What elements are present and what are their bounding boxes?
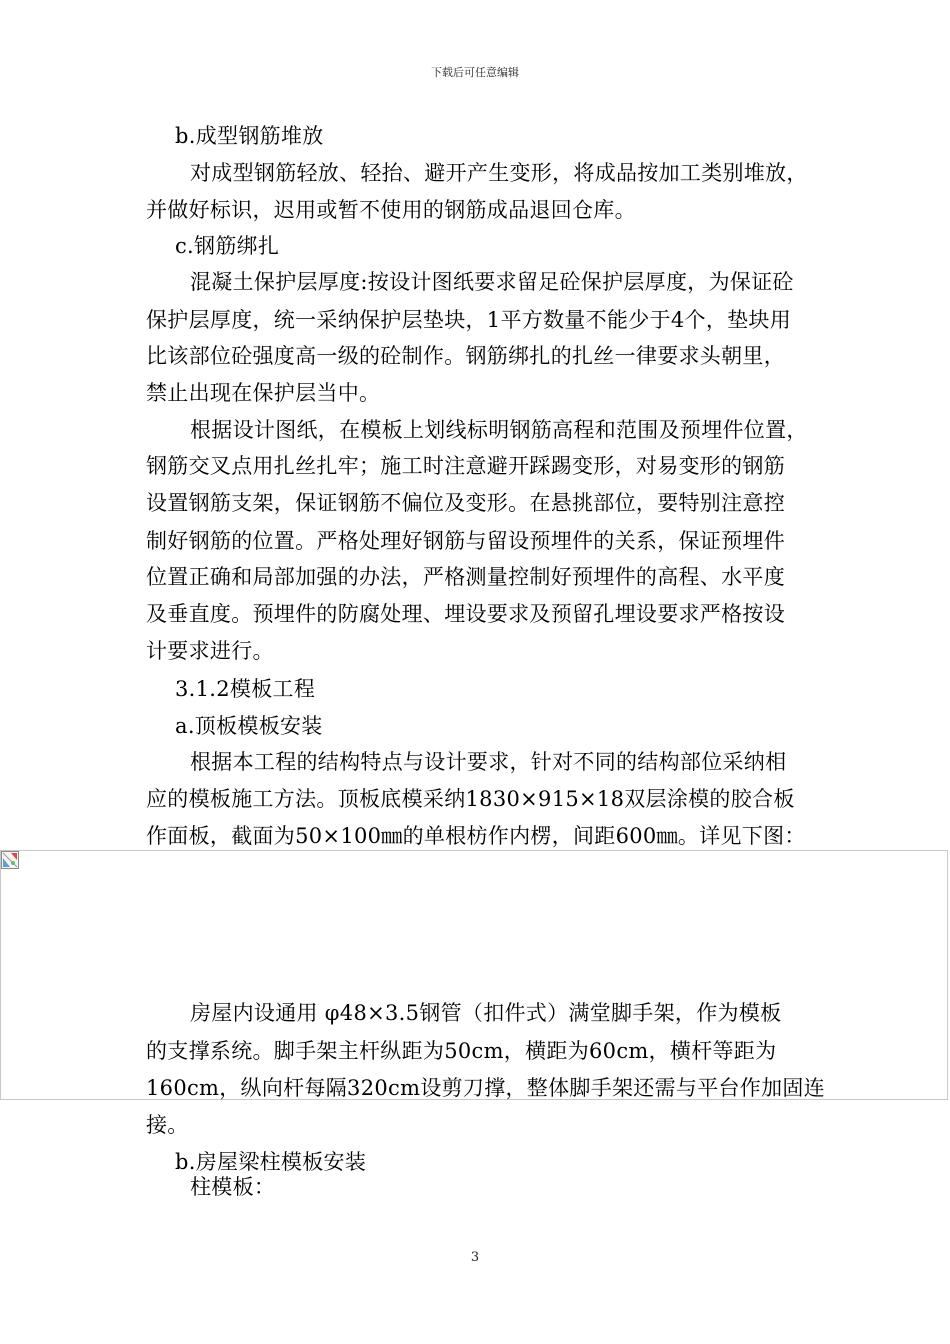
- paragraph-line: 设置钢筋支架，保证钢筋不偏位及变形。在悬挑部位，要特别注意控: [146, 491, 785, 515]
- paragraph-line: 作面板，截面为50×100㎜的单根枋作内楞，间距600㎜。详见下图：: [146, 824, 806, 848]
- page-header: 下载后可任意编辑: [431, 66, 519, 79]
- section-heading-formwork: 3.1.2模板工程: [175, 677, 316, 701]
- heading-b-beam-column-formwork: b.房屋梁柱模板安装: [175, 1150, 367, 1174]
- paragraph-line: 位置正确和局部加强的办法，严格测量控制好预埋件的高程、水平度: [146, 565, 785, 589]
- paragraph-line: 并做好标识，迟用或暂不使用的钢筋成品退回仓库。: [146, 198, 636, 222]
- paragraph-line: 混凝土保护层厚度:按设计图纸要求留足砼保护层厚度，为保证砼: [190, 270, 794, 294]
- paragraph-line: 的支撑系统。脚手架主杆纵距为50cm，横距为60cm，横杆等距为: [146, 1039, 777, 1063]
- broken-image-icon: [1, 851, 19, 869]
- paragraph-line: 根据本工程的结构特点与设计要求，针对不同的结构部位采纳相: [190, 750, 787, 774]
- paragraph-line: 保护层厚度，统一采纳保护层垫块，1平方数量不能少于4个，垫块用: [146, 308, 792, 332]
- paragraph-line: 钢筋交叉点用扎丝扎牢；施工时注意避开踩踢变形，对易变形的钢筋: [146, 454, 785, 478]
- heading-a-roof-formwork: a.顶板模板安装: [175, 714, 323, 738]
- paragraph-line: 接。: [146, 1113, 189, 1137]
- paragraph-line: 房屋内设通用 φ48×3.5钢管（扣件式）满堂脚手架，作为模板: [190, 1001, 782, 1025]
- paragraph-line: 及垂直度。预埋件的防腐处理、埋设要求及预留孔埋设要求严格按设: [146, 602, 785, 626]
- heading-c-rebar-binding: c.钢筋绑扎: [175, 234, 280, 258]
- paragraph-line: 禁止出现在保护层当中。: [146, 381, 381, 405]
- page-number: 3: [470, 1250, 480, 1265]
- paragraph-line: 对成型钢筋轻放、轻抬、避开产生变形，将成品按加工类别堆放，: [190, 161, 808, 185]
- paragraph-line: 应的模板施工方法。顶板底模采纳1830×915×18双层涂模的胶合板: [146, 787, 795, 811]
- paragraph-line: 制好钢筋的位置。严格处理好钢筋与留设预埋件的关系，保证预埋件: [146, 529, 785, 553]
- heading-b-rebar-stacking: b.成型钢筋堆放: [175, 124, 324, 148]
- paragraph-line: 比该部位砼强度高一级的砼制作。钢筋绑扎的扎丝一律要求头朝里，: [146, 344, 785, 368]
- paragraph-line: 计要求进行。: [146, 639, 274, 663]
- paragraph-line: 根据设计图纸，在模板上划线标明钢筋高程和范围及预埋件位置，: [190, 418, 808, 442]
- subheading-column-formwork: 柱模板：: [190, 1175, 276, 1199]
- paragraph-line: 160cm，纵向杆每隔320cm设剪刀撑，整体脚手架还需与平台作加固连: [146, 1076, 826, 1100]
